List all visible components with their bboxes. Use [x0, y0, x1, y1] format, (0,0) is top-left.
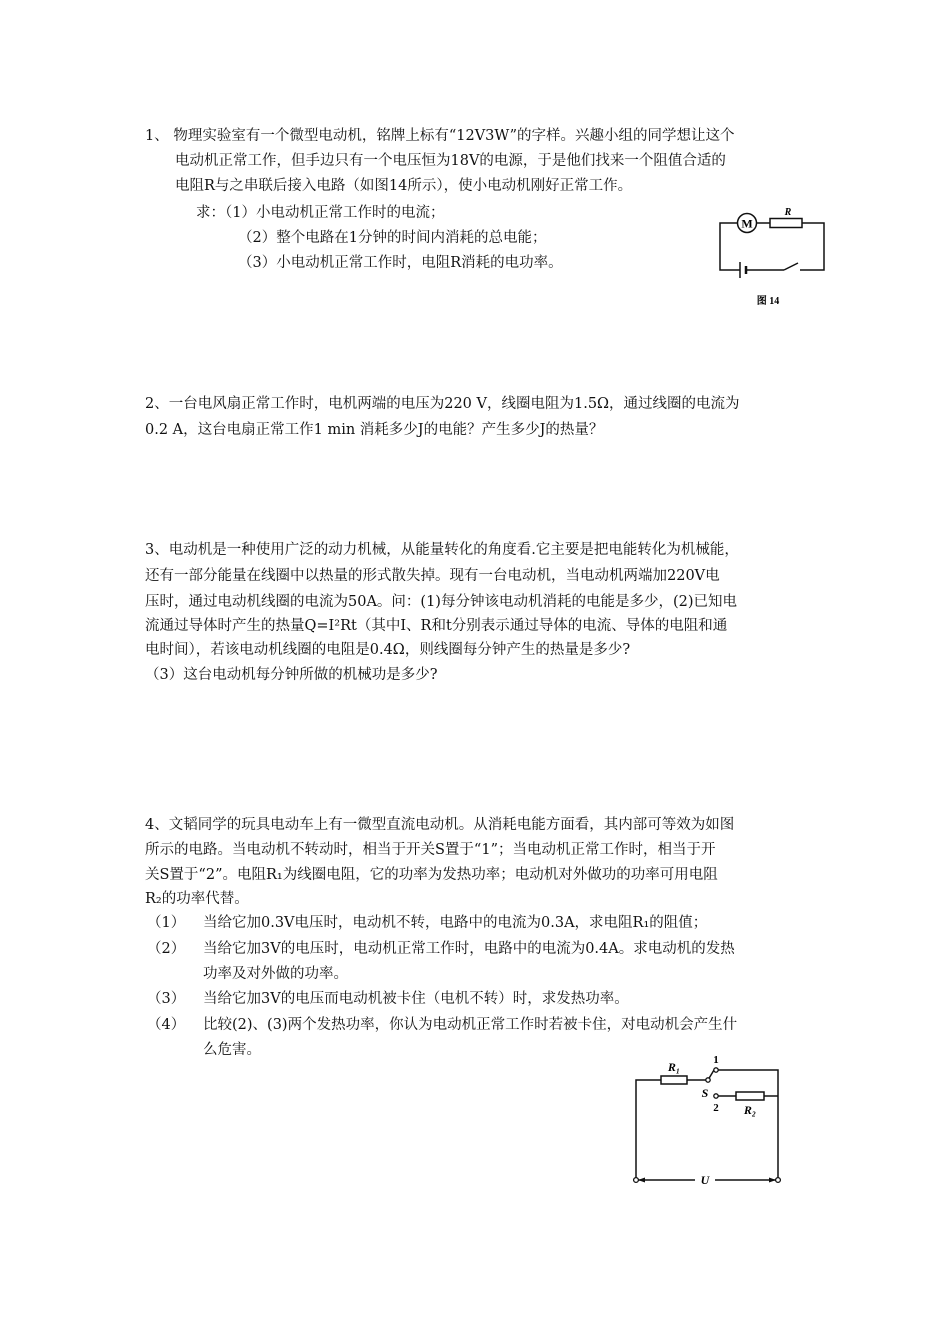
q4-item-3-num: （3） [147, 991, 186, 1007]
q4-item-4-text-1: 比较(2)、(3)两个发热功率，你认为电动机正常工作时若被卡住，对电动机会产生什 [203, 1017, 738, 1033]
q4-item-2-text-2: 功率及对外做的功率。 [203, 966, 348, 982]
q1-ask-3: （3）小电动机正常工作时，电阻R消耗的电功率。 [238, 255, 563, 271]
q4-intro-3: 关S置于“2”。电阻R₁为线圈电阻，它的功率为发热功率；电动机对外做功的功率可用电阻 [145, 867, 718, 883]
q4-item-4-text-2: 么危害。 [203, 1042, 261, 1058]
q1-line-2: 电动机正常工作，但手边只有一个电压恒为18V的电源，于是他们找来一个阻值合适的 [175, 153, 726, 169]
switch-contact-2-icon [714, 1094, 718, 1098]
q3-line-1: 3、电动机是一种使用广泛的动力机械，从能量转化的角度看.它主要是把电能转化为机械能， [145, 542, 739, 558]
q4-intro-1: 4、文韬同学的玩具电动车上有一微型直流电动机。从消耗电能方面看，其内部可等效为如图 [145, 817, 735, 833]
switch-label: S [701, 1086, 709, 1100]
q4-item-1-num: （1） [147, 915, 186, 931]
position-1-label: 1 [713, 1054, 719, 1066]
q3-line-2: 还有一部分能量在线圈中以热量的形式散失掉。现有一台电动机，当电动机两端加220V电 [145, 568, 720, 584]
q2-line-1: 2、一台电风扇正常工作时，电机两端的电压为220 V，线圈电阻为1.5Ω，通过线圈的电流为 [145, 396, 740, 412]
r1-label: R₁ [667, 1060, 681, 1074]
r2-label: R₂ [743, 1103, 757, 1117]
q4-item-2-text-1: 当给它加3V的电压时，电动机正常工作时，电路中的电流为0.4A。求电动机的发热 [203, 941, 735, 957]
q1-ask-2: （2）整个电路在1分钟的时间内消耗的总电能； [238, 230, 547, 246]
q3-line-3: 压时，通过电动机线圈的电流为50A。问：(1)每分钟该电动机消耗的电能是多少，(2)已知电 [145, 594, 737, 610]
q1-ask-1: 求：（1）小电动机正常工作时的电流； [196, 205, 445, 221]
motor-label: M [741, 216, 753, 231]
figure-14-caption: 图 14 [756, 296, 780, 307]
r1-resistor-icon [661, 1076, 687, 1084]
q4-item-4-num: （4） [147, 1017, 186, 1033]
terminal-left-icon [634, 1178, 639, 1183]
resistor-icon [770, 219, 802, 228]
voltage-label: U [700, 1173, 710, 1187]
r2-resistor-icon [736, 1092, 764, 1100]
q1-line-1: 1、 物理实验室有一个微型电动机，铭牌上标有“12V3W”的字样。兴趣小组的同学想让这个 [145, 128, 735, 144]
switch-pivot-icon [706, 1078, 710, 1082]
q4-item-3-text: 当给它加3V的电压而电动机被卡住（电机不转）时，求发热功率。 [203, 991, 629, 1007]
q4-item-2-num: （2） [147, 941, 186, 957]
q4-circuit-figure [628, 1052, 793, 1192]
q3-line-5: 电时间），若该电动机线圈的电阻是0.4Ω，则线圈每分钟产生的热量是多少? [145, 642, 631, 658]
q2-line-2: 0.2 A，这台电扇正常工作1 min 消耗多少J的电能？产生多少J的热量？ [145, 422, 604, 438]
q4-intro-2: 所示的电路。当电动机不转动时，相当于开关S置于“1”；当电动机正常工作时，相当于开 [145, 842, 716, 858]
position-2-label: 2 [713, 1102, 719, 1114]
terminal-right-icon [776, 1178, 781, 1183]
q3-line-4: 流通过导体时产生的热量Q=I²Rt（其中I、R和t分别表示通过导体的电流、导体的电阻和通 [145, 618, 728, 634]
resistor-label: R [784, 207, 792, 218]
switch-contact-1-icon [714, 1068, 718, 1072]
q1-line-3: 电阻R与之串联后接入电路（如图14所示），使小电动机刚好正常工作。 [175, 178, 633, 194]
q4-item-1-text: 当给它加0.3V电压时，电动机不转，电路中的电流为0.3A，求电阻R₁的阻值； [203, 915, 708, 931]
figure-14-circuit [712, 206, 832, 310]
q4-intro-4: R₂的功率代替。 [145, 891, 249, 907]
q3-line-6: （3）这台电动机每分钟所做的机械功是多少? [145, 667, 438, 683]
